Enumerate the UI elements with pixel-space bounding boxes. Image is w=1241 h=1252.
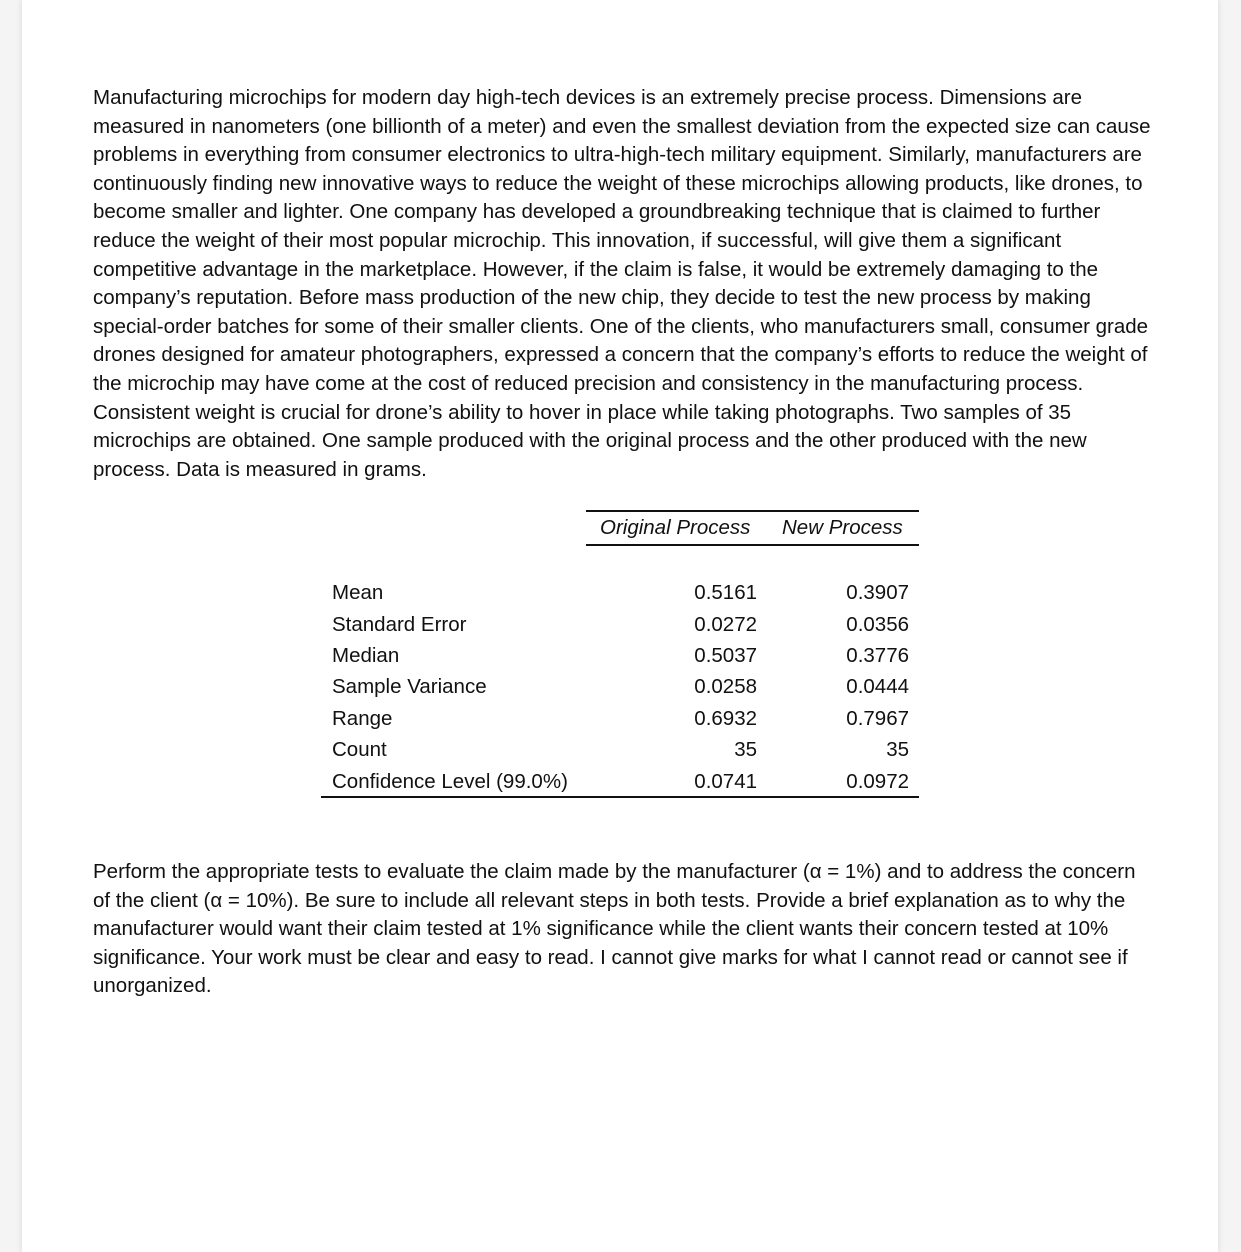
column-header-original: Original Process — [600, 516, 751, 539]
row-label: Count — [332, 738, 387, 761]
original-value: 0.0272 — [694, 613, 757, 636]
intro-paragraph: Manufacturing microchips for modern day high-tech devices is an extremely precise process. Dimensions are measured in nanometers (one billionth of a meter) and even the smallest deviation from the expected size can cause problems in everything from consumer electronics to ultra-high-tech military equipment. Similarly, manufacturers are continuously finding new innovative ways to reduce the weight of these microchips allowing products, like drones, to become smaller and lighter. One company has developed a groundbreaking technique that is claimed to further reduce the weight of their most popular microchip. This innovation, if successful, will give them a significant competitive advantage in the marketplace. However, if the claim is false, it would be extremely damaging to the company’s reputation. Before mass production of the new chip, they decide to test the new process by making special-order batches for some of their smaller clients. One of the clients, who manufacturers small, consumer grade drones designed for amateur photographers, expressed a concern that the company’s efforts to reduce the weight of the microchip may have come at the cost of reduced precision and consistency in the manufacturing process. Consistent weight is crucial for drone’s ability to hover in place while taking photographs. Two samples of 35 microchips are obtained. One sample produced with the original process and the other produced with the new process. Data is measured in grams. — [93, 86, 1151, 481]
row-label: Range — [332, 707, 393, 730]
original-value: 0.5037 — [694, 644, 757, 667]
original-value: 0.0741 — [694, 770, 757, 793]
new-value: 0.0444 — [846, 675, 909, 698]
table-top-rule — [586, 510, 919, 512]
table-header-rule — [586, 544, 919, 546]
new-value: 35 — [886, 738, 909, 761]
table-row-standard-error — [332, 610, 909, 640]
row-label: Median — [332, 644, 400, 667]
table-row-count — [332, 735, 909, 765]
task-paragraph: Perform the appropriate tests to evaluate the claim made by the manufacturer (α = 1%) and to address the concern of the client (α = 10%). Be sure to include all relevant steps in both tests. Provide a brief explanation as to why the manufacturer would want their claim tested at 1% significance while the client wants their concern tested at 10% significance. Your work must be clear and easy to read. I cannot give marks for what I cannot read or cannot see if unorganized. — [93, 860, 1136, 998]
new-value: 0.3776 — [846, 644, 909, 667]
original-value: 35 — [734, 738, 757, 761]
table-row-range — [332, 704, 909, 734]
row-label: Sample Variance — [332, 675, 487, 698]
row-label: Standard Error — [332, 613, 467, 636]
row-label: Confidence Level (99.0%) — [332, 770, 568, 793]
new-value: 0.3907 — [846, 581, 909, 604]
original-value: 0.5161 — [694, 581, 757, 604]
new-value: 0.7967 — [846, 707, 909, 730]
original-value: 0.0258 — [694, 675, 757, 698]
table-row-confidence-level — [332, 767, 909, 797]
column-header-new: New Process — [782, 516, 903, 539]
table-row-median — [332, 641, 909, 671]
new-value: 0.0972 — [846, 770, 909, 793]
new-value: 0.0356 — [846, 613, 909, 636]
table-row-mean — [332, 578, 909, 608]
document-page — [22, 0, 1218, 1252]
table-row-sample-variance — [332, 672, 909, 702]
table-bottom-rule — [321, 796, 919, 798]
row-label: Mean — [332, 581, 384, 604]
original-value: 0.6932 — [694, 707, 757, 730]
